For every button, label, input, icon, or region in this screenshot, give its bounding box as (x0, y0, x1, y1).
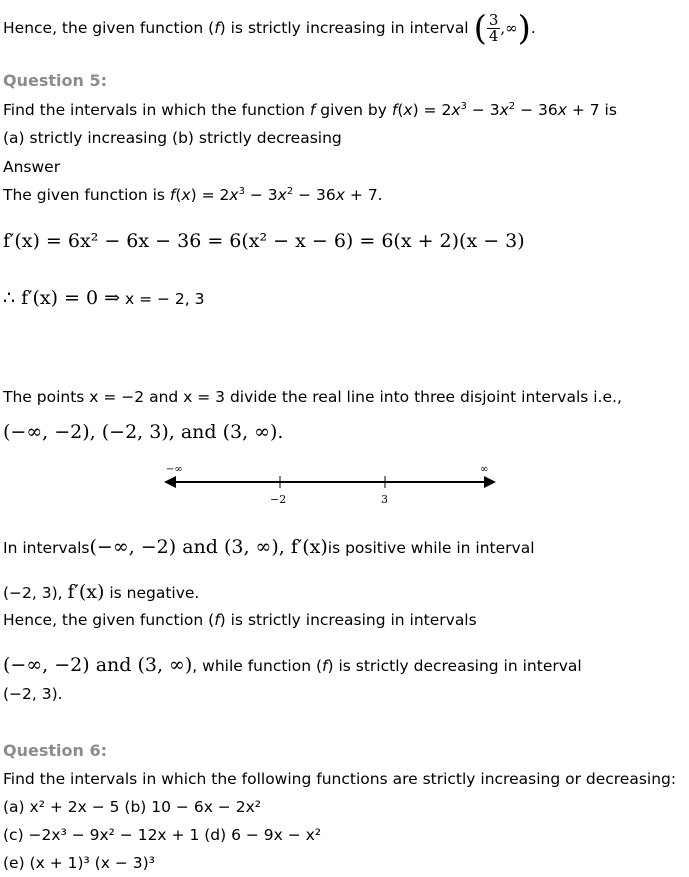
text: x (557, 101, 567, 119)
decreasing-interval-line: (−2, 3). (3, 685, 63, 703)
text: ∴ f′(x) = 0 ⇒ (3, 287, 121, 309)
text: − 36 (515, 101, 558, 119)
text: ) = 2 (412, 101, 452, 119)
text: 3 (238, 186, 245, 197)
text: f (322, 657, 328, 675)
label-neg-inf: −∞ (166, 464, 183, 475)
negative-interval-line (3, 582, 199, 603)
text: x (335, 186, 345, 204)
intervals-math: (−∞, −2), (−2, 3), and (3, ∞). (3, 421, 284, 443)
text: 2 (286, 186, 294, 197)
text: is positive while in interval (327, 539, 535, 557)
question-5-title: Question 5: (3, 71, 107, 90)
text: ) is strictly increasing in interval (219, 19, 469, 37)
text: f (214, 611, 220, 629)
label-3: 3 (381, 493, 388, 506)
text: Hence, the given function ( (3, 19, 215, 37)
text: In intervals (3, 539, 90, 557)
text: The given function is (3, 186, 170, 204)
text: x (277, 186, 287, 204)
q6-prompt: Find the intervals in which the following functions are strictly increasing or decreasing: (3, 770, 677, 788)
q5-parts: (a) strictly increasing (b) strictly decreasing (3, 129, 342, 147)
text: (−2, 3), (3, 584, 68, 602)
text: x (403, 101, 413, 119)
q6-part-c-d: (c) −2x³ − 9x² − 12x + 1 (d) 6 − 9x − x² (3, 826, 322, 844)
text: f′(x) (67, 581, 105, 603)
text: − 3 (244, 186, 278, 204)
answer-label: Answer (3, 158, 61, 176)
text: − 3 (466, 101, 500, 119)
text: 2 (508, 101, 516, 112)
q5-prompt (3, 100, 617, 120)
left-arrow-icon (164, 476, 176, 488)
q6-part-a-b: (a) x² + 2x − 5 (b) 10 − 6x − 2x² (3, 798, 261, 816)
text: Hence, the given function ( (3, 611, 215, 629)
positive-interval-line (3, 537, 535, 558)
text: − 36 (293, 186, 336, 204)
given-function (3, 185, 383, 205)
text: x (229, 186, 239, 204)
fraction (487, 13, 501, 44)
text: f (214, 19, 220, 37)
text: ( (397, 101, 404, 119)
label-minus-2: −2 (270, 493, 287, 506)
text: . (530, 19, 536, 37)
text: (−∞, −2) and (3, ∞) (3, 654, 193, 676)
text: ) is strictly increasing in intervals (219, 611, 477, 629)
text: x (499, 101, 509, 119)
text: x (451, 101, 461, 119)
paren-open: ( (473, 8, 487, 49)
text: f (391, 101, 398, 119)
text: + 7. (344, 186, 383, 204)
right-arrow-icon (484, 476, 496, 488)
text: ( (175, 186, 182, 204)
text: ) is strictly decreasing in interval (327, 657, 582, 675)
text: x (181, 186, 191, 204)
text: ) = 2 (190, 186, 230, 204)
intro-line (3, 8, 536, 49)
text: 3 (460, 101, 467, 112)
text: (−∞, −2) and (3, ∞), f′(x) (89, 536, 328, 558)
label-pos-inf: ∞ (480, 464, 489, 475)
number-line (160, 460, 500, 508)
derivative-equation: f′(x) = 6x² − 6x − 36 = 6(x² − x − 6) = 6(x + 2)(x − 3) (3, 230, 525, 252)
text: f (169, 186, 176, 204)
text: ,∞ (500, 19, 518, 37)
points-line: The points x = −2 and x = 3 divide the real line into three disjoint intervals i.e., (3, 388, 622, 406)
paren-close: ) (517, 8, 531, 49)
question-6-title: Question 6: (3, 741, 107, 760)
fraction-denominator: 4 (488, 27, 499, 45)
text: given by (315, 101, 392, 119)
text: f (309, 101, 316, 119)
text: x = − 2, 3 (120, 290, 205, 308)
hence-increasing-line (3, 610, 477, 630)
text: Find the intervals in which the function (3, 101, 310, 119)
text: is negative. (104, 584, 200, 602)
roots-line (3, 288, 205, 309)
text: + 7 is (566, 101, 617, 119)
fraction-numerator: 3 (488, 11, 499, 29)
q6-part-e: (e) (x + 1)³ (x − 3)³ (3, 854, 155, 872)
increasing-intervals-line (3, 655, 582, 676)
text: , while function ( (192, 657, 323, 675)
